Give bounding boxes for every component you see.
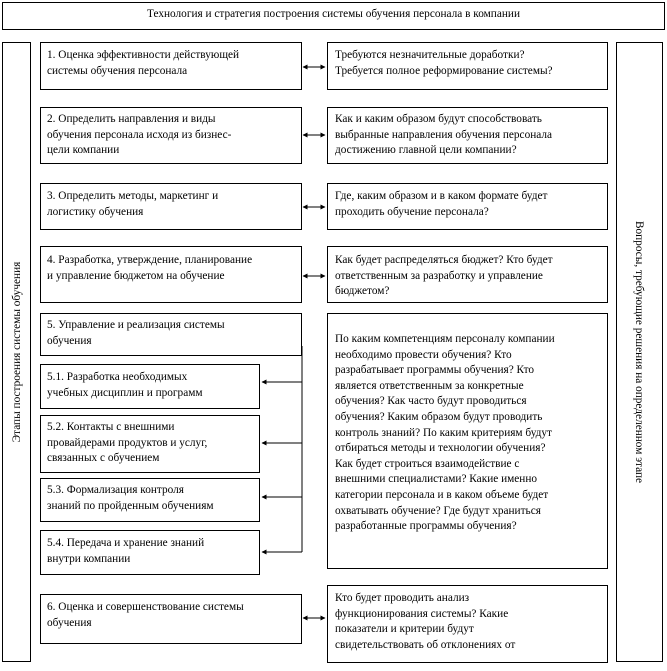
substage-4-text: 5.4. Передача и хранение знаний внутри компании xyxy=(47,537,205,565)
question-2-text: Как и каким образом будут способствовать выбранные направления обучения персонала достижению главной цели компании? xyxy=(335,113,553,157)
stage-3-text: 3. Определить методы, маркетинг и логистику обучения xyxy=(47,190,219,218)
question-4-text: Как будет распределяться бюджет? Кто будет ответственным за разработку и управление бюджетом? xyxy=(335,254,553,298)
question-3-text: Где, каким образом и в каком формате будет проходить обучение персонала? xyxy=(335,190,548,218)
substage-2-text: 5.2. Контакты с внешними провайдерами продуктов и услуг, связанных с обучением xyxy=(47,421,208,465)
stage-6-text: 6. Оценка и совершенствование системы обучения xyxy=(47,601,244,629)
left-column-label: Этапы построения системы обучения xyxy=(11,261,23,443)
question-5-text: По каким компетенциям персоналу компании необходимо провести обучения? Кто разрабатывает программы обучения? Кто является ответственным за конкретные обучения? Как часто будут проводиться обучения? Каким образом будут проводить контроль знаний? По каким критериям будут отбираться методы и технологии обучения? Как будет строиться взаимодействие с внешними специалистами? Какие именно категории персонала и в каком объеме будет охватывать обучение? Где будут храниться разработанные программы обучения? xyxy=(335,333,555,533)
stage-5-text: 5. Управление и реализация системы обучения xyxy=(47,319,225,347)
question-6-text: Кто будет проводить анализ функционирования системы? Какие показатели и критерии будут свидетельствовать об отклонениях от xyxy=(335,592,516,651)
stage-4-text: 4. Разработка, утверждение, планирование и управление бюджетом на обучение xyxy=(47,254,253,282)
right-column-label: Вопросы, требующие решения на определенном этапе xyxy=(633,220,645,484)
stage-1-text: 1. Оценка эффективности действующей системы обучения персонала xyxy=(47,49,240,77)
stage-2-text: 2. Определить направления и виды обучения персонала исходя из бизнес- цели компании xyxy=(47,113,232,157)
substage-1-text: 5.1. Разработка необходимых учебных дисциплин и программ xyxy=(47,371,203,399)
diagram-title: Технология и стратегия построения системы обучения персонала в компании xyxy=(147,8,520,20)
substage-3-text: 5.3. Формализация контроля знаний по пройденным обучениям xyxy=(47,484,214,512)
question-1-text: Требуются незначительные доработки? Требуется полное реформирование системы? xyxy=(335,49,553,77)
